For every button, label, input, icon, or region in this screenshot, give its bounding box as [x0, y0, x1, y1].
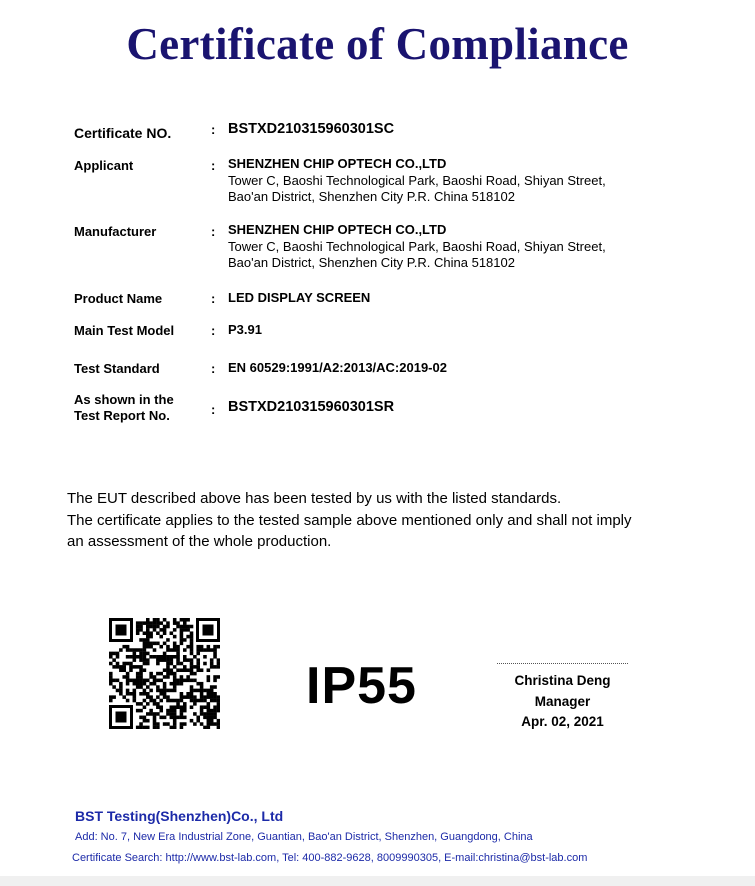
test-report-label — [74, 392, 174, 424]
bottom-divider — [0, 876, 755, 886]
certificate-title: Certificate of Compliance — [126, 19, 629, 69]
manufacturer-label: Manufacturer — [74, 224, 157, 239]
test-report-value: BSTXD210315960301SR — [228, 399, 395, 415]
signature-block — [480, 671, 645, 733]
separator: : — [211, 323, 216, 338]
footer-contact[interactable]: Certificate Search: http://www.bst-lab.com, Tel: 400-882-9628, 8009990305, E-mail:christina@bst-lab.com — [72, 852, 588, 864]
applicant-block — [228, 156, 606, 206]
statement-line1: The EUT described above has been tested by us with the listed standards. — [67, 490, 562, 507]
manufacturer-address-line2: Bao'an District, Shenzhen City P.R. China 518102 — [228, 255, 515, 270]
statement-line2: The certificate applies to the tested sample above mentioned only and shall not imply — [67, 511, 632, 529]
separator: : — [211, 361, 216, 376]
footer-address: Add: No. 7, New Era Industrial Zone, Guantian, Bao'an District, Shenzhen, Guangdong, China — [75, 831, 533, 843]
test-report-label-line1: As shown in the — [74, 392, 174, 407]
main-test-model-label: Main Test Model — [74, 323, 175, 338]
separator: : — [211, 122, 216, 137]
ip-rating: IP55 — [306, 657, 417, 715]
footer-company: BST Testing(Shenzhen)Co., Ltd — [75, 808, 284, 824]
signer-role: Manager — [534, 693, 591, 709]
certificate-no-value: BSTXD210315960301SC — [228, 121, 395, 137]
test-standard-value: EN 60529:1991/A2:2013/AC:2019-02 — [228, 360, 447, 375]
separator: : — [211, 402, 216, 417]
signature-line — [497, 663, 628, 664]
test-report-label-line2: Test Report No. — [74, 408, 170, 423]
separator: : — [211, 291, 216, 306]
signature-date: Apr. 02, 2021 — [521, 714, 604, 729]
qr-code-icon[interactable] — [109, 618, 220, 729]
applicant-address-line1: Tower C, Baoshi Technological Park, Baoshi Road, Shiyan Street, — [228, 172, 606, 188]
signer-name: Christina Deng — [514, 673, 611, 688]
main-test-model-value: P3.91 — [228, 322, 262, 337]
product-name-label: Product Name — [74, 291, 163, 306]
manufacturer-block — [228, 222, 606, 272]
applicant-label: Applicant — [74, 158, 134, 173]
applicant-name: SHENZHEN CHIP OPTECH CO.,LTD — [228, 156, 447, 171]
manufacturer-name: SHENZHEN CHIP OPTECH CO.,LTD — [228, 222, 447, 237]
statement — [67, 488, 707, 553]
product-name-value: LED DISPLAY SCREEN — [228, 290, 371, 305]
separator: : — [211, 158, 216, 173]
manufacturer-address-line1: Tower C, Baoshi Technological Park, Baoshi Road, Shiyan Street, — [228, 238, 606, 254]
statement-line3: an assessment of the whole production. — [67, 533, 332, 550]
separator: : — [211, 224, 216, 239]
test-standard-label: Test Standard — [74, 361, 160, 376]
applicant-address-line2: Bao'an District, Shenzhen City P.R. China 518102 — [228, 189, 515, 204]
certificate-no-label: Certificate NO. — [74, 125, 172, 141]
